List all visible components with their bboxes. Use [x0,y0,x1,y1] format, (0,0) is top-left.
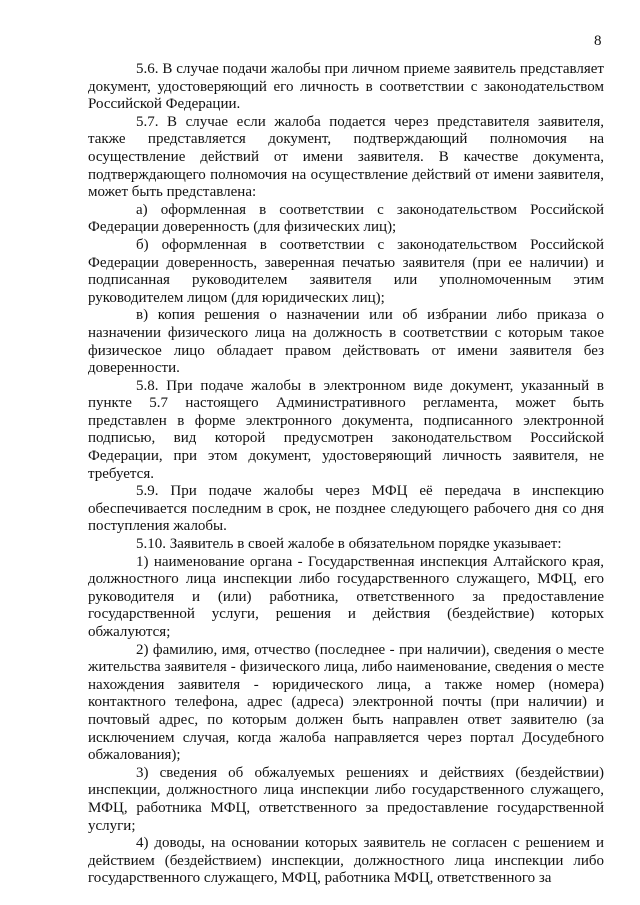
paragraph-5-7: 5.7. В случае если жалоба подается через представителя заявителя, также представляется документ, подтверждающий полномочия на осуществление действий от имени заявителя. В качестве документа, подтверждающего полномочия на осуществление действий от имени заявителя, может быть представлена: [88,113,604,201]
list-item-1: 1) наименование органа - Государственная инспекция Алтайского края, должностного лица инспекции либо государственного служащего, МФЦ, его руководителя и (или) работника, ответственного за предоставление государственной услуги, решения и действия (бездействие) которых обжалуются; [88,553,604,640]
paragraph-5-6: 5.6. В случае подачи жалобы при личном приеме заявитель представляет документ, удостоверяющий его личность в соответствии с законодательством Российской Федерации. [88,61,604,113]
list-item-3: 3) сведения об обжалуемых решениях и действиях (бездействии) инспекции, должностного лица инспекции либо государственного служащего, МФЦ, работника МФЦ, ответственного за предоставление государственной услуги; [88,764,604,834]
paragraph-5-9: 5.9. При подаче жалобы через МФЦ её передача в инспекцию обеспечивается последним в срок, не позднее следующего рабочего дня со дня поступления жалобы. [88,483,604,535]
paragraph-5-7-v: в) копия решения о назначении или об избрании либо приказа о назначении физического лица на должность в соответствии с которым такое физическое лицо обладает правом действовать от имени заявителя без доверенности. [88,307,604,377]
paragraph-5-10: 5.10. Заявитель в своей жалобе в обязательном порядке указывает: [136,536,562,553]
document-body [88,61,604,888]
page-number: 8 [594,33,602,49]
paragraph-5-7-b: б) оформленная в соответствии с законодательством Российской Федерации доверенность, заверенная печатью заявителя (при ее наличии) и подписанная руководителем заявителя или уполномоченным этим руководителем лицом (для юридических лиц); [88,236,604,306]
paragraph-5-7-a: а) оформленная в соответствии с законодательством Российской Федерации доверенность (для физических лиц); [88,201,604,236]
list-item-4: 4) доводы, на основании которых заявитель не согласен с решением и действием (бездействием) инспекции, должностного лица инспекции либо государственного служащего, МФЦ, работника МФЦ, ответственного за [88,835,604,887]
paragraph-5-8: 5.8. При подаче жалобы в электронном виде документ, указанный в пункте 5.7 настоящего Административного регламента, может быть представлен в форме электронного документа, подписанного электронной подписью, вид которой предусмотрен законодательством Российской Федерации, при этом документ, удостоверяющий личность заявителя, не требуется. [88,377,604,482]
list-item-2: 2) фамилию, имя, отчество (последнее - при наличии), сведения о месте жительства заявителя - физического лица, либо наименование, сведения о месте нахождения заявителя - юридического лица, а также номер (номера) контактного телефона, адрес (адреса) электронной почты (при наличии) и почтовый адрес, по которым должен быть направлен ответ заявителю (за исключением случая, когда жалоба направляется через портал Досудебного обжалования); [88,641,604,764]
